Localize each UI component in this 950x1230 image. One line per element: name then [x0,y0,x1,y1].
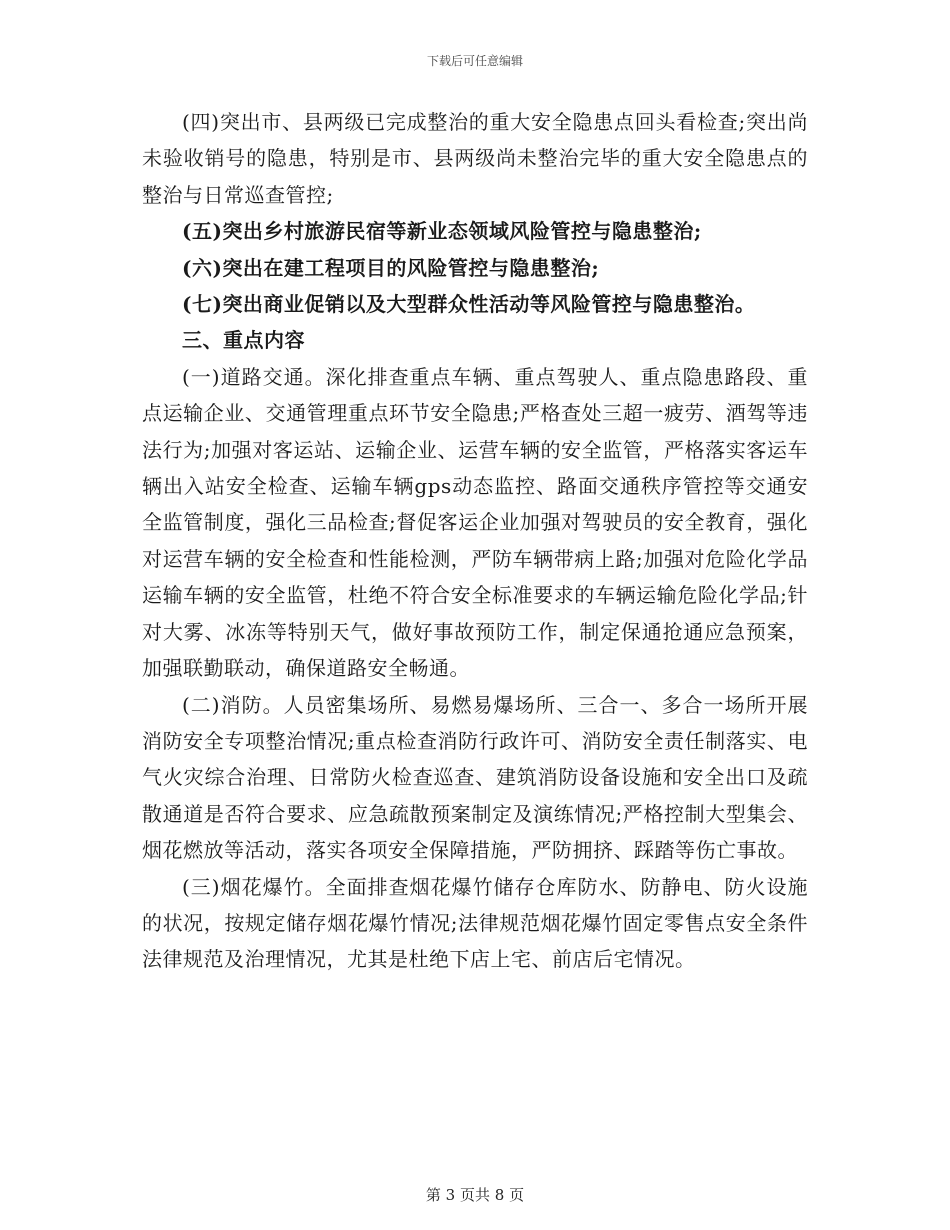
section-heading-key-content: 三、重点内容 [182,328,305,353]
paragraph-item-6: (六)突出在建工程项目的风险管控与隐患整治; [182,255,600,280]
page-header: 下载后可任意编辑 [426,54,523,68]
page-footer: 第 3 页共 8 页 [425,1186,525,1204]
paragraph-road-traffic: (一)道路交通。深化排查重点车辆、重点驾驶人、重点隐患路段、重点运输企业、交通管理重点环节安全隐患;严格查处三超一疲劳、酒驾等违法行为;加强对客运站、运输企业、运营车辆的安全监管，严格落实客运车辆出入站安全检查、运输车辆gps动态监控、路面交通秩序管控等交通安全监管制度，强化三品检查;督促客运企业加强对驾驶员的安全教育，强化对运营车辆的安全检查和性能检测，严防车辆带病上路;加强对危险化学品运输车辆的安全监管，杜绝不符合安全标准要求的车辆运输危险化学品;针对大雾、冰冻等特别天气，做好事故预防工作，制定保通抢通应急预案，加强联勤联动，确保道路安全畅通。 [142,364,808,681]
document-body [142,104,808,978]
paragraph-item-5: (五)突出乡村旅游民宿等新业态领域风险管控与隐患整治; [182,219,702,244]
paragraph-fire-protection: (二)消防。人员密集场所、易燃易爆场所、三合一、多合一场所开展消防安全专项整治情况;重点检查消防行政许可、消防安全责任制落实、电气火灾综合治理、日常防火检查巡查、建筑消防设备设施和安全出口及疏散通道是否符合要求、应急疏散预案制定及演练情况;严格控制大型集会、烟花燃放等活动，落实各项安全保障措施，严防拥挤、踩踏等伤亡事故。 [142,692,808,863]
paragraph-item-7: (七)突出商业促销以及大型群众性活动等风险管控与隐患整治。 [182,292,756,317]
paragraph-item-4: (四)突出市、县两级已完成整治的重大安全隐患点回头看检查;突出尚未验收销号的隐患，特别是市、县两级尚未整治完毕的重大安全隐患点的整治与日常巡查管控; [142,110,808,207]
paragraph-fireworks: (三)烟花爆竹。全面排查烟花爆竹储存仓库防水、防静电、防火设施的状况，按规定储存烟花爆竹情况;法律规范烟花爆竹固定零售点安全条件法律规范及治理情况，尤其是杜绝下店上宅、前店后宅情况。 [142,874,808,972]
